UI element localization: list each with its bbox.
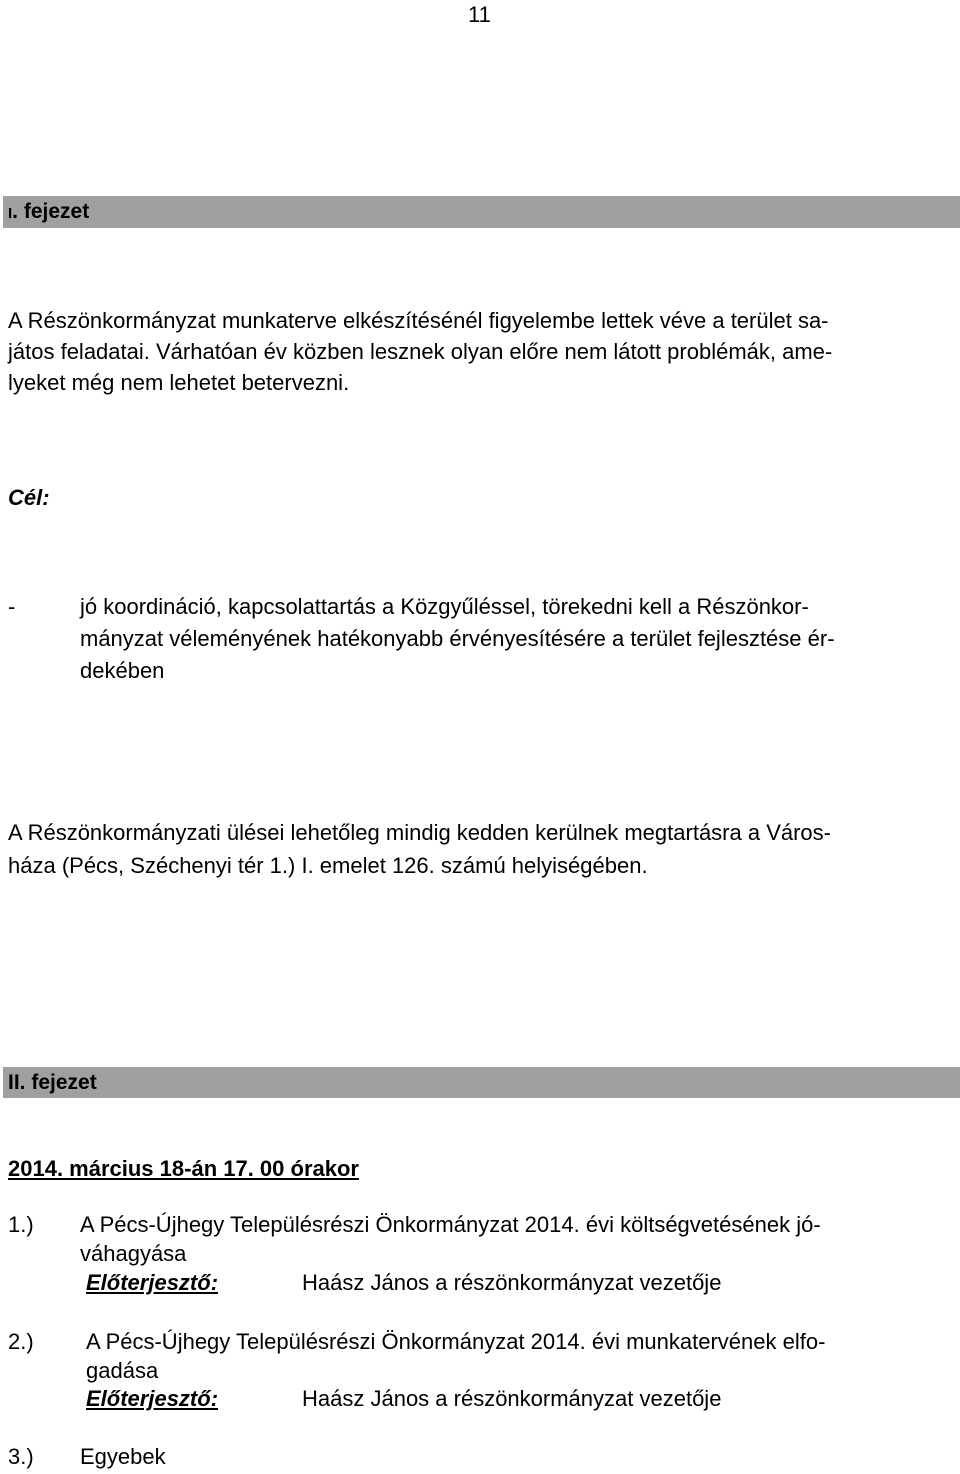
goal-line-3: dekében — [80, 658, 165, 683]
intro-line-2: játos feladatai. Várhatóan év közben lesznek olyan előre nem látott problémák, ame- — [8, 339, 833, 364]
item-1-line-1: A Pécs-Újhegy Településrészi Önkormányzat 2014. évi költségvetésének jó- — [80, 1212, 821, 1237]
item-2-line-2: gadása — [86, 1358, 159, 1383]
meeting-line-2: háza (Pécs, Széchenyi tér 1.) I. emelet 126. számú helyiségében. — [8, 853, 648, 878]
chapter-1-title: . fejezet — [12, 200, 90, 223]
goal-label: Cél: — [8, 485, 50, 510]
item-2-line-1: A Pécs-Újhegy Településrészi Önkormányzat 2014. évi munkatervének elfo- — [86, 1329, 826, 1354]
goal-line-1: jó koordináció, kapcsolattartás a Közgyűléssel, törekedni kell a Részönkor- — [80, 594, 809, 619]
item-1-presenter-label: Előterjesztő: — [86, 1270, 219, 1295]
item-2-presenter-label: Előterjesztő: — [86, 1386, 219, 1411]
goal-line-2: mányzat véleményének hatékonyabb érvényesítésére a terület fejlesztése ér- — [80, 626, 835, 651]
item-1-line-2: váhagyása — [80, 1241, 187, 1266]
chapter-2-heading: II. fejezet — [3, 1067, 960, 1098]
item-3-line-1: Egyebek — [80, 1444, 166, 1469]
meeting-line-1: A Részönkormányzati ülései lehetőleg mindig kedden kerülnek megtartásra a Város- — [8, 820, 831, 845]
item-2-presenter: Haász János a részönkormányzat vezetője — [302, 1386, 722, 1411]
page-number: 11 — [468, 2, 491, 27]
item-1-number: 1.) — [8, 1212, 34, 1237]
meeting-date: 2014. március 18-án 17. 00 órakor — [8, 1156, 359, 1181]
item-2-number: 2.) — [8, 1329, 34, 1354]
chapter-1-heading — [3, 196, 960, 228]
item-1-presenter: Haász János a részönkormányzat vezetője — [302, 1270, 722, 1295]
intro-line-1: A Részönkormányzat munkaterve elkészítésénél figyelembe lettek véve a terület sa- — [8, 308, 829, 333]
intro-line-3: lyeket még nem lehetet betervezni. — [8, 370, 350, 395]
item-3-number: 3.) — [8, 1444, 34, 1469]
chapter-1-roman: I — [8, 205, 13, 222]
goal-dash: - — [8, 594, 16, 619]
